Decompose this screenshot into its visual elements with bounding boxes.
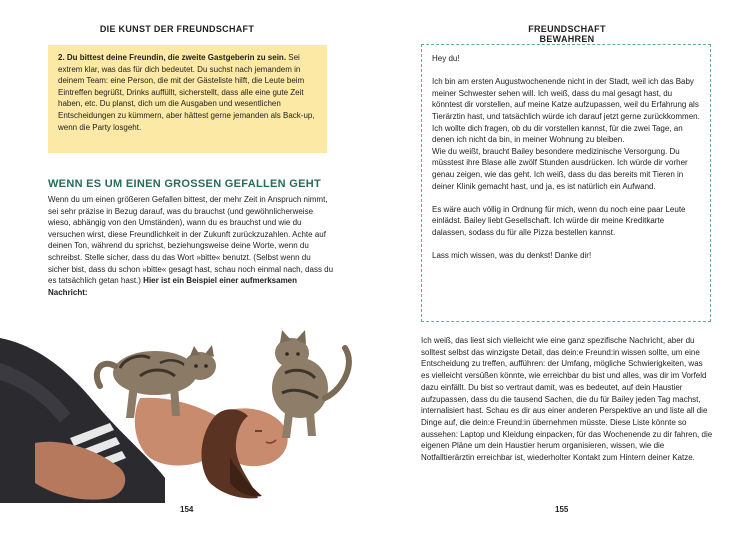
message-paragraph-2: Wie du weißt, braucht Bailey besondere medizinische Versorgung. Du müsstest ihre Blase alle zwölf Stunden ausdrücken. Ich würde dir vorher genau zeigen, wie das geht. Ich weiß, dass du das bereits mit Tieren in deiner Klinik gemacht hast, und ja, es ist natürlich ein Aufwand. <box>432 146 688 191</box>
highlight-box <box>48 45 327 153</box>
section-heading: WENN ES UM EINEN GROSSEN GEFALLEN GEHT <box>48 178 321 190</box>
cat-right-illustration <box>272 330 349 438</box>
message-greeting: Hey du! <box>432 54 460 63</box>
page-number-left: 154 <box>180 505 194 514</box>
message-paragraph-3: Es wäre auch völlig in Ordnung für mich, wenn du noch eine paar Leute einlädst. Bailey liebt Gesellschaft. Ich würde dir meine Kreditkarte dalassen, sodass du für alle Pizza bestellen kannst. <box>432 204 686 237</box>
highlight-box-lead: 2. Du bittest deine Freundin, die zweite Gastgeberin zu sein. <box>58 53 287 62</box>
highlight-box-text: Sei extrem klar, was das für dich bedeutet. Du suchst nach jemandem in deinem Team: eine Person, die mit der Gästeliste hilft, die Leute beim Eintreffen begrüßt, Drinks auffüllt, sicherstellt, dass alle eine gute Zeit haben, etc. Du planst, dich um die Ausgaben und wesentlichen Entscheidungen zu kümmern, aber hättest gerne jemanden als Back-up, wenn die Party losgeht. <box>58 53 315 132</box>
running-header-left: DIE KUNST DER FREUNDSCHAFT <box>99 24 255 34</box>
body-text-left-bold: Hier ist ein Beispiel einer aufmerksamen Nachricht: <box>48 276 298 297</box>
body-text-left: Wenn du um einen größeren Gefallen bittest, der mehr Zeit in Anspruch nimmt, sei sehr präzise in Bezug darauf, was du brauchst (und gewöhnlicherweise wieso, abhängig von den Umständen), wann du es brauchst und wie du versuchen wirst, diese Freundlichkeit in der Zukunft zurückzuzahlen. Achte auf deinen Ton, während du sprichst, beziehungsweise deine Worte, wenn du schreibst. Stelle sicher, dass du das Wort »bitte« benutzt. (Selbst wenn du sicher bist, dass du schon »bitte« gesagt hast, schau noch einmal nach, dass du es tatsächlich getan hast.) <box>48 195 334 286</box>
body-paragraph-left <box>48 194 334 298</box>
example-message-box <box>421 44 711 322</box>
message-closing: Lass mich wissen, was du denkst! Danke dir! <box>432 251 592 261</box>
body-paragraph-right: Ich weiß, das liest sich vielleicht wie eine ganz spezifische Nachricht, aber du solltest selbst das winzigste Detail, das dein:e Freund:in wissen sollte, um eine Entscheidung zu treffen, aufführen: der Umfang, mögliche Schwierigkeiten, was es vielleicht versüßen könnte, wie erreichbar du bist und alles, was dir im Vorfeld dazu einfällt. Du bist so vertraut damit, was es bedeutet, auf dein Haustier aufzupassen, dass du die tausend Sachen, die du für Bailey jeden Tag machst, internalisiert hast. Schau es dir aus einer anderen Perspektive an und liste all die Dinge auf, die dein:e Freund:in übernehmen müsste. Diese Liste könnte so aussehen: Laptop und Kleidung einpacken, für das Wochenende zu dir fahren, die eigenen Pläne um dein Haustier herum organisieren, wissen, wie die Notfalltierärztin erreichbar ist, wiederholter Kontakt zum Hintern deiner Katze. <box>421 336 713 463</box>
message-paragraph-1: Ich bin am ersten Augustwochenende nicht in der Stadt, weil ich das Baby meiner Schwester sehen will. Ich weiß, dass du mal gesagt hast, du könntest dir vorstellen, auf meine Katze aufzupassen, weil du Erfahrung als Tierärztin hast, und tatsächlich würde ich darauf jetzt gerne zurückkommen. Ich wollte dich fragen, ob du dir vorstellen kannst, für die zwei Tage, an denen ich nicht da bin, in meiner Wohnung zu bleiben. <box>432 77 700 145</box>
right-page <box>375 0 750 537</box>
woman-with-cats-illustration <box>0 318 375 503</box>
running-header-right: FREUNDSCHAFT BEWAHREN <box>528 24 606 44</box>
page-number-right: 155 <box>555 505 569 514</box>
